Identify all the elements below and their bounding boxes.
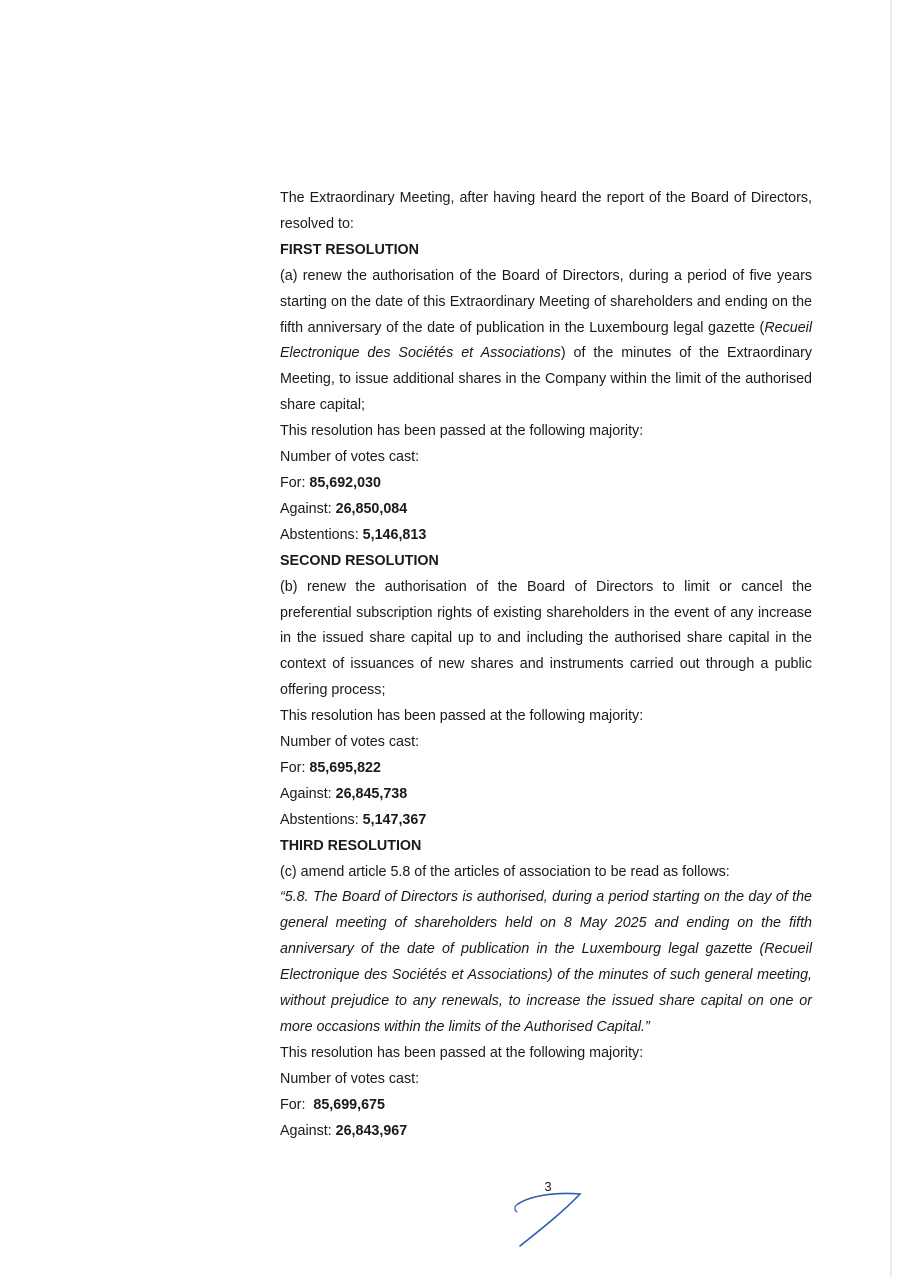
votes-for-value: 85,692,030: [309, 474, 381, 491]
votes-against-label: Against:: [280, 500, 332, 517]
votes-cast-label-1: Number of votes cast:: [280, 449, 420, 466]
votes-abstentions-1: [280, 523, 812, 549]
votes-against-label: Against:: [280, 1122, 332, 1139]
votes-against-label: Against:: [280, 785, 332, 802]
resolution-text-3: (c) amend article 5.8 of the articles of association to be read as follows:: [280, 863, 730, 880]
votes-against-3: [280, 1119, 812, 1145]
votes-for-value: 85,699,675: [313, 1096, 385, 1113]
votes-for-value: 85,695,822: [309, 759, 381, 776]
votes-abstentions-value: 5,147,367: [362, 811, 427, 828]
resolution-heading-3: THIRD RESOLUTION: [280, 837, 422, 854]
votes-for-label: For:: [280, 759, 306, 776]
votes-abstentions-label: Abstentions:: [280, 526, 359, 543]
votes-for-label: For:: [280, 1096, 306, 1113]
resolution-heading-1: FIRST RESOLUTION: [280, 241, 419, 258]
votes-abstentions-value: 5,146,813: [362, 526, 427, 543]
votes-abstentions-label: Abstentions:: [280, 811, 359, 828]
resolution-text-2: (b) renew the authorisation of the Board of Directors to limit or cancel the preferential subscription rights of existing shareholders in the event of any increase in the issued share capital up to and including the authorised share capital in the context of issuances of new shares and instruments carried out through a public offering process;: [280, 578, 812, 699]
votes-for-1: [280, 471, 812, 497]
votes-for-2: [280, 756, 812, 782]
resolution-text-1: [280, 264, 812, 419]
page-edge: [890, 0, 892, 1277]
votes-for-label: For:: [280, 474, 306, 491]
resolution-text-1-after: ) of the minutes of the Extraordinary Meeting, to issue additional shares in the Company within the limit of the authorised share capital;: [280, 345, 813, 414]
handwritten-initials-icon: [508, 1182, 588, 1252]
votes-against-2: [280, 782, 812, 808]
votes-cast-label-3: Number of votes cast:: [280, 1070, 420, 1087]
votes-abstentions-2: [280, 808, 812, 834]
page-number: 3: [544, 1179, 552, 1194]
article-quote: “5.8. The Board of Directors is authorised, during a period starting on the day of the general meeting of shareholders held on 8 May 2025 and ending on the fifth anniversary of the date of publication in the Luxembourg legal gazette (Recueil Electronique des Sociétés et Associations) of the minutes of such general meeting, without prejudice to any renewals, to increase the issued share capital on one or more occasions within the limits of the Authorised Capital.”: [280, 889, 812, 1035]
votes-against-1: [280, 497, 812, 523]
votes-cast-label-2: Number of votes cast:: [280, 734, 420, 751]
resolution-text-1-before: (a) renew the authorisation of the Board of Directors, during a period of five years starting on the date of this Extraordinary Meeting of shareholders and ending on the fifth anniversary of the date of publication in the Luxembourg legal gazette (: [280, 267, 812, 336]
majority-statement-3: This resolution has been passed at the following majority:: [280, 1044, 644, 1061]
document-body: [280, 186, 812, 1145]
votes-against-value: 26,843,967: [335, 1122, 408, 1139]
votes-for-3: [280, 1093, 812, 1119]
intro-paragraph: The Extraordinary Meeting, after having heard the report of the Board of Directors, resolved to:: [280, 190, 812, 232]
votes-against-value: 26,850,084: [335, 500, 408, 517]
votes-against-value: 26,845,738: [335, 785, 408, 802]
resolution-text-1-italic: Recueil Electronique des Sociétés et Associations: [280, 319, 812, 362]
resolution-heading-2: SECOND RESOLUTION: [280, 552, 439, 569]
majority-statement-1: This resolution has been passed at the following majority:: [280, 423, 644, 440]
majority-statement-2: This resolution has been passed at the following majority:: [280, 708, 644, 725]
